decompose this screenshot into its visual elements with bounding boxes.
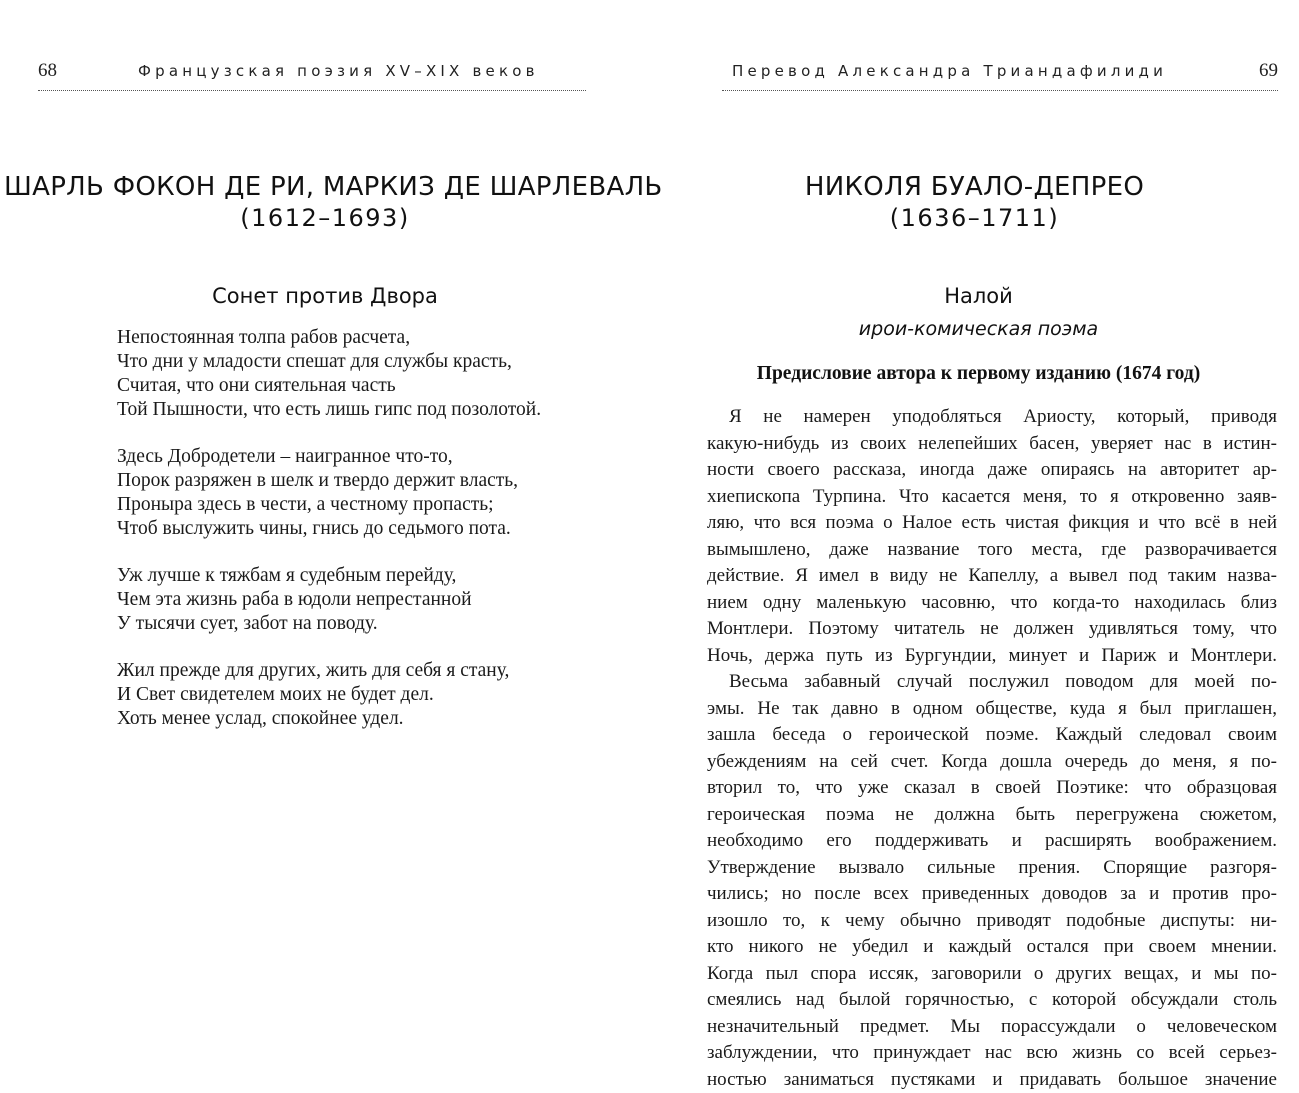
prose-line: вторил то, что уже сказал в своей Поэтике: что образцовая [707, 775, 1277, 802]
stanza [117, 326, 617, 422]
prose-line: ности своего рассказа, иногда даже опираясь на авторитет ар- [707, 457, 1277, 484]
stanza [117, 659, 617, 731]
stanza [117, 445, 617, 541]
verse-line: Что дни у младости спешат для службы красть, [117, 350, 617, 374]
sonnet [117, 326, 617, 755]
preface-text [707, 404, 1277, 1093]
right-author-name: НИКОЛЯ БУАЛО-ДЕПРЕО [650, 172, 1299, 202]
verse-line: И Свет свидетелем моих не будет дел. [117, 683, 617, 707]
verse-line: Той Пышности, что есть лишь гипс под позолотой. [117, 398, 617, 422]
verse-line: Хоть менее услад, спокойнее удел. [117, 707, 617, 731]
right-poem-subtitle: ирои-комическая поэма [658, 318, 1299, 340]
prose-line: героическая поэма не должна быть перегружена сюжетом, [707, 802, 1277, 829]
prose-line: действие. Я имел в виду не Капеллу, а вывел под таким назва- [707, 563, 1277, 590]
verse-line: У тысячи сует, забот на поводу. [117, 612, 617, 636]
verse-line: Непостоянная толпа рабов расчета, [117, 326, 617, 350]
left-author-dates: (1612–1693) [0, 204, 650, 232]
verse-line: Жил прежде для других, жить для себя я стану, [117, 659, 617, 683]
prose-line: незначительный предмет. Мы порассуждали о человеческом [707, 1014, 1277, 1041]
left-page-number: 68 [38, 60, 57, 82]
verse-line: Порок разряжен в шелк и твердо держит власть, [117, 469, 617, 493]
prose-line: Когда пыл спора иссяк, заговорили о других вещах, и мы по- [707, 961, 1277, 988]
right-page-number: 69 [1259, 60, 1278, 82]
verse-line: Чем эта жизнь раба в юдоли непрестанной [117, 588, 617, 612]
left-author-name: ШАРЛЬ ФОКОН ДЕ РИ, МАРКИЗ ДЕ ШАРЛЕВАЛЬ [0, 172, 650, 202]
prose-line: какую-нибудь из своих нелепейших басен, уверяет нас в истин- [707, 431, 1277, 458]
prose-line: ностью заниматься пустяками и придавать большое значение [707, 1067, 1277, 1093]
right-author-dates: (1636–1711) [650, 204, 1299, 232]
verse-line: Чтоб выслужить чины, гнись до седьмого пота. [117, 517, 617, 541]
right-poem-title: Налой [658, 284, 1299, 308]
prose-line: изошло то, к чему обычно приводят подобные диспуты: ни- [707, 908, 1277, 935]
verse-line: Здесь Добродетели – наигранное что-то, [117, 445, 617, 469]
prose-line: необходимо его поддерживать и расширять воображением. [707, 828, 1277, 855]
prose-line: заблуждении, что принуждает нас всю жизнь со всей серьез- [707, 1040, 1277, 1067]
verse-line: Проныра здесь в чести, а честному пропасть; [117, 493, 617, 517]
left-running-title: Французская поэзия XV–XIX веков [138, 62, 539, 80]
prose-line: Весьма забавный случай послужил поводом для моей по- [707, 669, 1277, 696]
prose-line: хиепископа Турпина. Что касается меня, то я откровенно заяв- [707, 484, 1277, 511]
verse-line: Считая, что они сиятельная часть [117, 374, 617, 398]
prose-line: убеждениям на сей счет. Когда дошла очередь до меня, я по- [707, 749, 1277, 776]
stanza [117, 564, 617, 636]
prose-line: кто никого не убедил и каждый остался при своем мнении. [707, 934, 1277, 961]
prose-line: Монтлери. Поэтому читатель не должен удивляться тому, что [707, 616, 1277, 643]
prose-line: чились; но после всех приведенных доводов за и против про- [707, 881, 1277, 908]
right-page [650, 0, 1299, 1080]
left-page [0, 0, 650, 1080]
prose-line: зашла беседа о героической поэме. Каждый следовал своим [707, 722, 1277, 749]
verse-line: Уж лучше к тяжбам я судебным перейду, [117, 564, 617, 588]
prose-line: Я не намерен уподобляться Ариосту, который, приводя [707, 404, 1277, 431]
right-running-head [722, 58, 1278, 91]
left-running-head [38, 58, 586, 91]
prose-line: Утверждение вызвало сильные прения. Спорящие разгоря- [707, 855, 1277, 882]
prose-line: ляю, что вся поэма о Налое есть чистая фикция и что всё в ней [707, 510, 1277, 537]
preface-heading: Предисловие автора к первому изданию (1674 год) [658, 363, 1299, 385]
prose-line: эмы. Не так давно в одном обществе, куда я был приглашен, [707, 696, 1277, 723]
prose-line: Ночь, держа путь из Бургундии, минует и Париж и Монтлери. [707, 643, 1277, 670]
right-running-title: Перевод Александра Триандафилиди [732, 62, 1167, 80]
prose-line: смеялись над былой горячностью, с которой обсуждали столь [707, 987, 1277, 1014]
prose-line: нием одну маленькую часовню, что когда-то находилась близ [707, 590, 1277, 617]
left-poem-title: Сонет против Двора [0, 284, 650, 308]
prose-line: вымышлено, даже название того места, где разворачивается [707, 537, 1277, 564]
